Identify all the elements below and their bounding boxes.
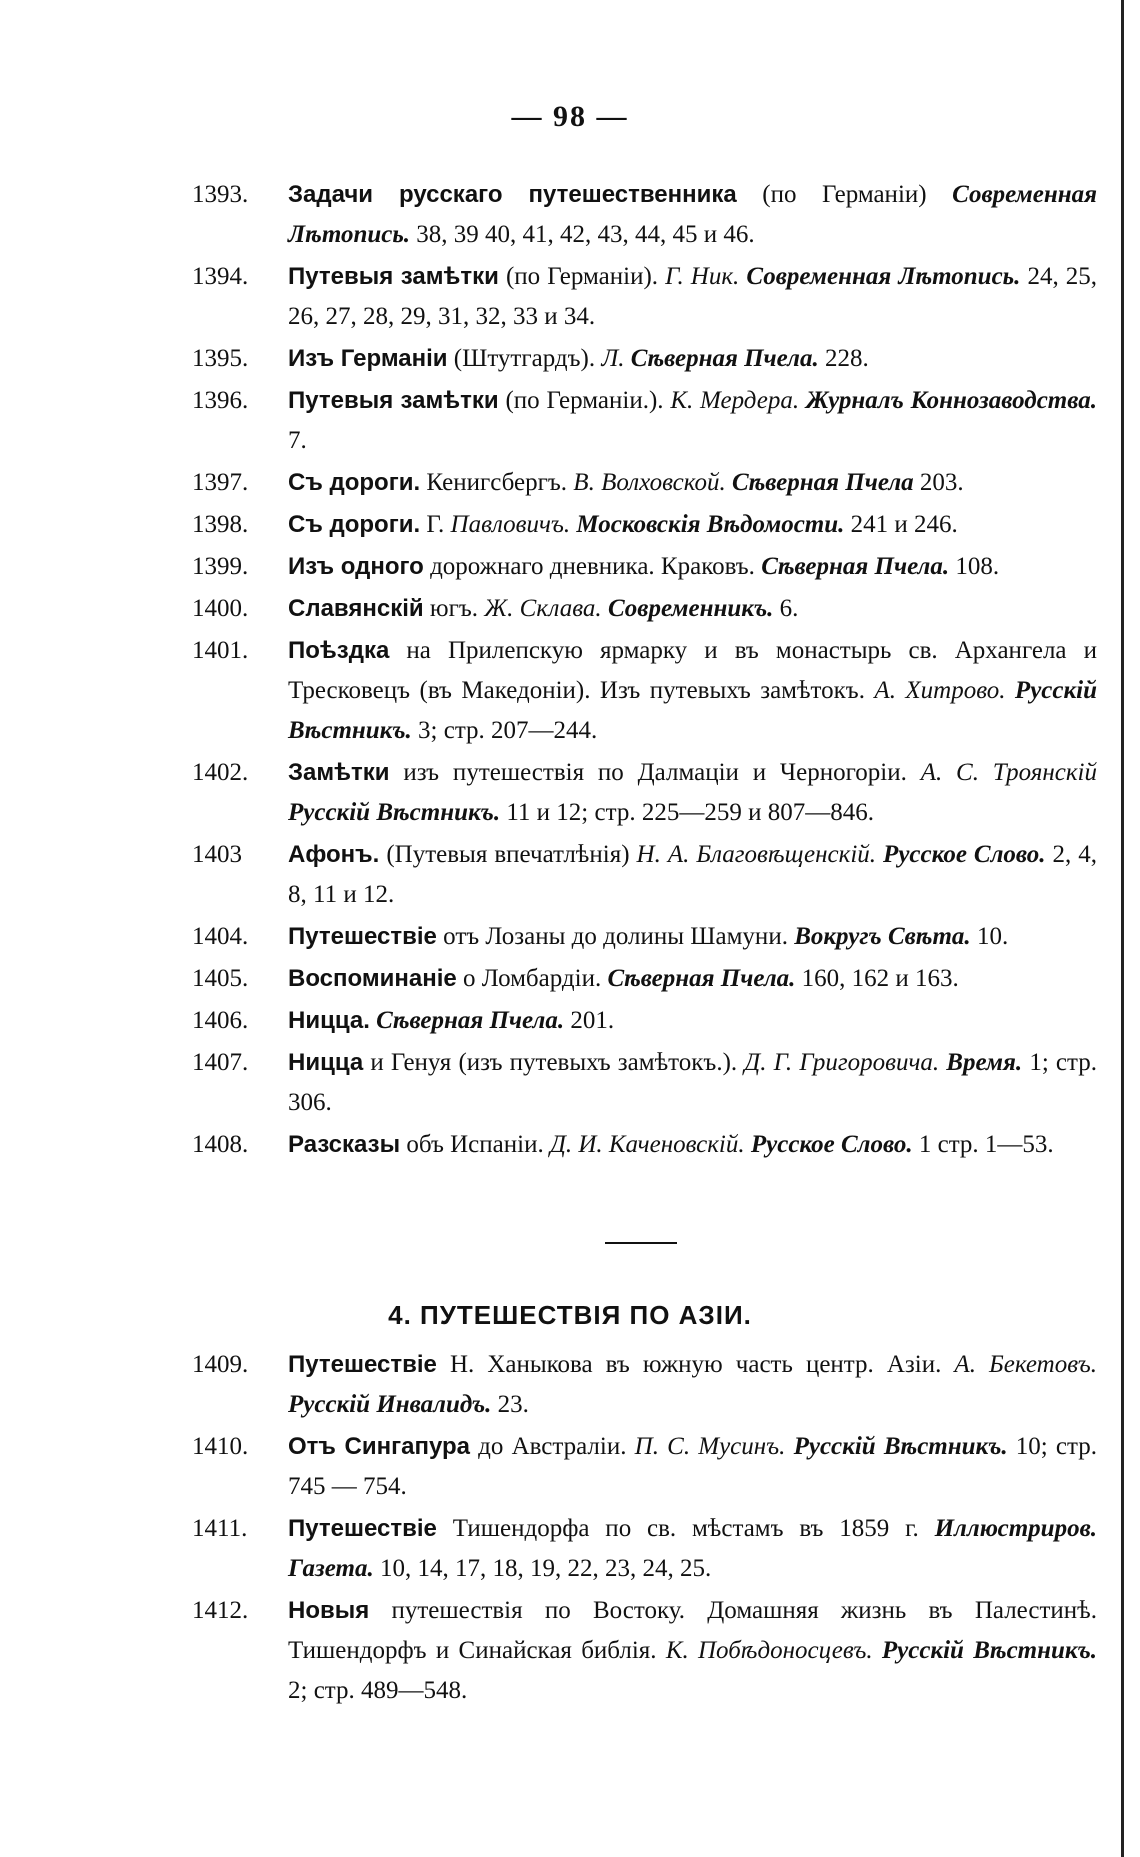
entry-source: Современная Лѣтопись. <box>288 181 1097 248</box>
entry-details: 3; стр. 207—244. <box>411 717 598 744</box>
entry-body <box>288 835 1097 915</box>
entry <box>192 835 1097 915</box>
entry-number: 1410. <box>192 1433 249 1460</box>
entry-text: и Генуя (изъ путевыхъ замѣтокъ.). <box>363 1049 745 1076</box>
entry-body <box>288 1427 1097 1507</box>
entry-number: 1393. <box>192 181 249 208</box>
entry-title: Ницца. <box>288 1007 370 1034</box>
entry-author: К. Побѣдоносцевъ. <box>665 1637 873 1664</box>
entry-text: (Путевыя впечатлѣнія) <box>379 841 637 868</box>
entry-text: дорожнаго дневника. Краковъ. <box>423 553 762 580</box>
entry-details: 10; стр. 745 — 754. <box>288 1433 1098 1500</box>
entry-body <box>288 547 1097 587</box>
entry-source: Русскій Вѣстникъ. <box>785 1433 1008 1460</box>
entry-title: Путевыя замѣтки <box>288 387 499 414</box>
entry-text: Тишендорфа по св. мѣстамъ въ 1859 г. <box>436 1515 935 1542</box>
entry-body <box>288 1345 1097 1425</box>
entry-number: 1403 <box>192 841 242 868</box>
entry-number: 1407. <box>192 1049 249 1076</box>
entry-title: Новыя <box>288 1597 370 1624</box>
entry-body <box>288 589 1097 629</box>
entry-details: 108. <box>949 553 1000 580</box>
entry-title: Поѣздка <box>288 637 390 664</box>
entry <box>192 959 1097 999</box>
entry-author: П. С. Мусинъ. <box>634 1433 786 1460</box>
entry-source: Современная Лѣтопись. <box>739 263 1021 290</box>
entry-text: Н. Ханыкова въ южную часть центр. Азіи. <box>436 1351 955 1378</box>
entry-number: 1405. <box>192 965 249 992</box>
entry-details: 10. <box>970 923 1009 950</box>
entry-source: Русскій Вѣстникъ. <box>288 799 501 826</box>
entries-europe-list <box>192 175 1097 1167</box>
entry-author: Ж. Склава. <box>484 595 602 622</box>
entry-body <box>288 1043 1097 1123</box>
entry-title: Съ дороги. <box>288 511 421 538</box>
entry-author: А. Хитрово. <box>874 677 1006 704</box>
entry-details: 1 стр. 1—53. <box>912 1131 1054 1158</box>
entry-details: 10, 14, 17, 18, 19, 22, 23, 24, 25. <box>373 1555 712 1582</box>
entry <box>192 1427 1097 1507</box>
entry-title: Афонъ. <box>288 841 380 868</box>
entry-text: путешествія по Востоку. Домашняя жизнь въ Палестинѣ. Тишендорфъ и Синайская библія. <box>288 1597 1097 1664</box>
entry-body <box>288 339 1097 379</box>
entry-body <box>288 257 1097 337</box>
entry-details: 7. <box>288 427 307 454</box>
entry-details: 23. <box>491 1391 529 1418</box>
entry-number: 1402. <box>192 759 249 786</box>
entry-number: 1396. <box>192 387 249 414</box>
entry-text: Г. <box>420 511 451 538</box>
entry-title: Путешествіе <box>288 1515 437 1542</box>
entry-number: 1411. <box>192 1515 248 1542</box>
entry-details: 24, 25, 26, 27, 28, 29, 31, 32, 33 и 34. <box>288 263 1098 330</box>
entry <box>192 463 1097 503</box>
entry-source: Русскій Вѣстникъ. <box>288 677 1097 744</box>
entry-body <box>288 753 1097 833</box>
entry-details: 241 и 246. <box>844 511 958 538</box>
entry-details: 2; стр. 489—548. <box>288 1677 468 1704</box>
entry-number: 1406. <box>192 1007 249 1034</box>
entry <box>192 589 1097 629</box>
entry-number: 1401. <box>192 637 249 664</box>
entry-source: Журналъ Коннозаводства. <box>799 387 1098 414</box>
entry-title: Воспоминаніе <box>288 965 457 992</box>
entry-title: Путевыя замѣтки <box>288 263 499 290</box>
entry-body <box>288 1001 1097 1041</box>
entry-author: К. Мердера. <box>670 387 800 414</box>
entry-details: 6. <box>773 595 799 622</box>
entry-title: Путешествіе <box>288 923 437 950</box>
entry-text: (по Германіи). <box>498 263 666 290</box>
entry-author: А. С. Троянскій <box>920 759 1097 786</box>
section-divider <box>605 1242 677 1244</box>
entry <box>192 1509 1097 1589</box>
entry-source: Русское Слово. <box>876 841 1046 868</box>
entry-number: 1399. <box>192 553 249 580</box>
entry-source: Московскія Вѣдомости. <box>570 511 845 538</box>
entry-number: 1398. <box>192 511 249 538</box>
entry-title: Замѣтки <box>288 759 390 786</box>
entry-author: В. Волховской. <box>573 469 726 496</box>
entry-text: до Австраліи. <box>469 1433 635 1460</box>
entry-text: о Ломбардіи. <box>456 965 608 992</box>
entries-asia-list <box>192 1345 1097 1713</box>
entry-title: Ницца <box>288 1049 364 1076</box>
entry-details: 203. <box>913 469 964 496</box>
entry-text: на Прилепскую ярмарку и въ монастырь св. Архангела и Тресковецъ (въ Македоніи). Изъ путевыхъ замѣтокъ. <box>288 637 1097 704</box>
entry-author: Л. <box>601 345 625 372</box>
entry-number: 1400. <box>192 595 249 622</box>
entry-number: 1412. <box>192 1597 249 1624</box>
entry-number: 1409. <box>192 1351 249 1378</box>
entry <box>192 547 1097 587</box>
entry-details: 228. <box>818 345 869 372</box>
entry-source: Сѣверная Пчела. <box>607 965 796 992</box>
entry <box>192 631 1097 751</box>
entry-body <box>288 959 1097 999</box>
entry-author: А. Бекетовъ. <box>954 1351 1097 1378</box>
entry-body <box>288 505 1097 545</box>
entry-body <box>288 631 1097 751</box>
entry-source: Иллюстриров. Газета. <box>288 1515 1097 1582</box>
entry-details: 201. <box>564 1007 615 1034</box>
section-title: 4. ПУТЕШЕСТВІЯ ПО АЗІИ. <box>388 1300 752 1330</box>
entry-source: Вокругъ Свѣта. <box>794 923 971 950</box>
entry-details: 1; стр. 306. <box>288 1049 1097 1116</box>
entry <box>192 1345 1097 1425</box>
entry-body <box>288 1509 1097 1589</box>
entry-number: 1394. <box>192 263 249 290</box>
entry-author: Г. Ник. <box>665 263 740 290</box>
entry-source: Сѣверная Пчела <box>725 469 914 496</box>
entry-number: 1397. <box>192 469 249 496</box>
entry-body <box>288 1591 1097 1711</box>
entry <box>192 753 1097 833</box>
entry <box>192 339 1097 379</box>
entry <box>192 917 1097 957</box>
entry-body <box>288 917 1097 957</box>
entry <box>192 175 1097 255</box>
entry <box>192 1001 1097 1041</box>
entry-text: объ Испаніи. <box>400 1131 550 1158</box>
entry-title: Славянскій <box>288 595 424 622</box>
entry-author: Н. А. Благовѣщенскій. <box>636 841 877 868</box>
entry <box>192 1125 1097 1165</box>
entry-text: (по Германіи.). <box>498 387 671 414</box>
entry <box>192 1043 1097 1123</box>
entry-number: 1408. <box>192 1131 249 1158</box>
entry-title: Изъ Германіи <box>288 345 448 372</box>
entry-title: Задачи русскаго путешественника <box>288 181 737 208</box>
entry-details: 2, 4, 8, 11 и 12. <box>288 841 1098 908</box>
entry <box>192 257 1097 337</box>
entry-body <box>288 1125 1097 1165</box>
entry-title: Путешествіе <box>288 1351 437 1378</box>
page-number: — 98 — <box>511 100 629 133</box>
entry <box>192 381 1097 461</box>
entry-source: Сѣверная Пчела. <box>376 1007 565 1034</box>
entry-author: Д. И. Каченовскій. <box>549 1131 745 1158</box>
entry-title: Съ дороги. <box>288 469 421 496</box>
entry-body <box>288 175 1097 255</box>
entry-title: Отъ Сингапура <box>288 1433 470 1460</box>
entry-text: (Штутгардъ). <box>447 345 602 372</box>
entry-source: Русскій Вѣстникъ. <box>872 1637 1098 1664</box>
entry-body <box>288 381 1097 461</box>
entry-source: Русскій Инвалидъ. <box>288 1391 492 1418</box>
entry <box>192 1591 1097 1711</box>
entry-details: 11 и 12; стр. 225—259 и 807—846. <box>500 799 874 826</box>
entry-source: Время. <box>939 1049 1023 1076</box>
entry-source: Современникъ. <box>601 595 774 622</box>
entry-text: отъ Лозаны до долины Шамуни. <box>436 923 795 950</box>
entry-author: Павловичъ. <box>450 511 571 538</box>
entry-title: Разсказы <box>288 1131 401 1158</box>
entry <box>192 505 1097 545</box>
entry-title: Изъ одного <box>288 553 424 580</box>
entry-details: 160, 162 и 163. <box>795 965 959 992</box>
entry-text: изъ путешествія по Далмаціи и Черногоріи. <box>389 759 921 786</box>
entry-text: югъ. <box>423 595 485 622</box>
entry-source: Сѣверная Пчела. <box>624 345 819 372</box>
entry-text: (по Германіи) <box>736 181 953 208</box>
entry-details: 38, 39 40, 41, 42, 43, 44, 45 и 46. <box>410 221 755 248</box>
page-edge-rule <box>1121 0 1124 1857</box>
entry-source: Русское Слово. <box>744 1131 913 1158</box>
entry-text: Кенигсбергъ. <box>420 469 574 496</box>
entry-body <box>288 463 1097 503</box>
entry-source: Сѣверная Пчела. <box>761 553 950 580</box>
entry-number: 1395. <box>192 345 249 372</box>
entry-number: 1404. <box>192 923 249 950</box>
entry-author: Д. Г. Григоровича. <box>744 1049 940 1076</box>
